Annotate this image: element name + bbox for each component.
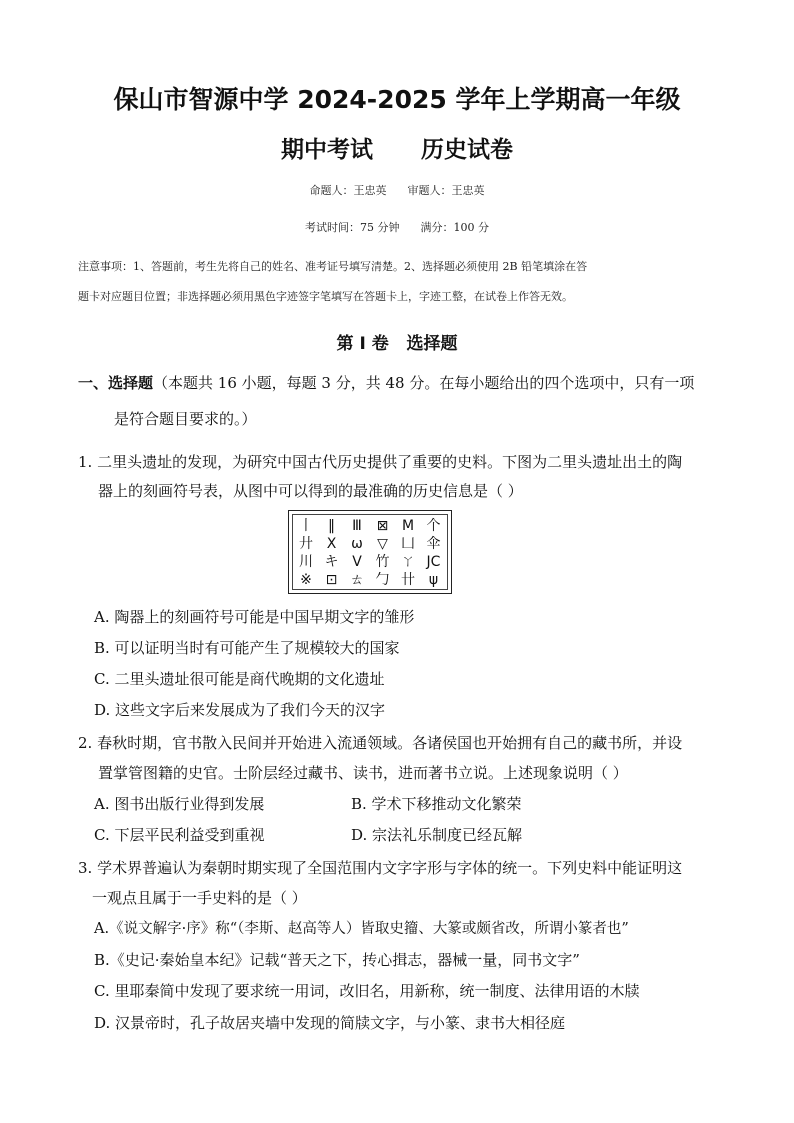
q1-symbol-0-1: ‖ <box>328 518 335 534</box>
q1-symbol-1-5: 伞 <box>426 536 441 552</box>
q2-option-c: C. 下层平民利益受到重视 <box>94 826 265 844</box>
q1-stem-line2: 器上的刻画符号表，从图中可以得到的最准确的历史信息是（ ） <box>98 482 523 500</box>
q1-symbol-2-2: V <box>352 554 362 570</box>
q1-symbol-figure-inner <box>292 514 448 590</box>
q1-option-c: C. 二里头遗址很可能是商代晚期的文化遗址 <box>94 670 385 688</box>
q1-symbol-1-2: ω <box>351 536 363 552</box>
q1-option-b: B. 可以证明当时有可能产生了规模较大的国家 <box>94 639 400 657</box>
q1-option-d: D. 这些文字后来发展成为了我们今天的汉字 <box>94 701 386 719</box>
q1-symbol-1-1: X <box>326 536 337 552</box>
q1-symbol-2-0: 川 <box>299 554 313 570</box>
q1-symbol-0-0: 丨 <box>299 518 313 534</box>
q3-option-c: C. 里耶秦简中发现了要求统一用词，改旧名，用新称，统一制度、法律用语的木牍 <box>94 982 640 1000</box>
q1-symbol-2-4: ㄚ <box>401 554 415 570</box>
notice-line1: 注意事项：1、答题前，考生先将自己的姓名、准考证号填写清楚。2、选择题必须使用 2B 铅笔填涂在答 <box>78 260 588 273</box>
q1-symbol-3-1: ⊡ <box>325 572 338 588</box>
q2-option-b: B. 学术下移推动文化繁荣 <box>351 795 522 813</box>
section-instruction-line2: 是符合题目要求的。） <box>114 410 257 428</box>
q1-symbol-0-4: M <box>401 518 415 534</box>
q2-option-d: D. 宗法礼乐制度已经瓦解 <box>351 826 523 844</box>
q3-option-d: D. 汉景帝时，孔子故居夹墙中发现的简牍文字，与小篆、隶书大相径庭 <box>94 1014 566 1032</box>
q1-symbol-2-5: JC <box>426 554 441 570</box>
q1-symbol-grid <box>293 515 447 589</box>
q2-stem-line1: 2. 春秋时期，官书散入民间并开始进入流通领域。各诸侯国也开始拥有自己的藏书所，并设 <box>78 734 683 752</box>
q1-symbol-0-2: Ⅲ <box>352 518 362 534</box>
q1-symbol-0-3: ⊠ <box>376 518 389 534</box>
exam-title-line2: 期中考试 历史试卷 <box>280 137 514 163</box>
exam-title-line1: 保山市智源中学 2024-2025 学年上学期高一年级 <box>113 85 681 114</box>
q1-symbol-1-3: ▽ <box>377 536 388 552</box>
q1-symbol-3-4: 卄 <box>401 572 415 588</box>
q1-symbol-0-5: 个 <box>426 518 441 534</box>
q1-option-a: A. 陶器上的刻画符号可能是中国早期文字的雏形 <box>94 608 415 626</box>
section-instruction-label: 一、选择题 <box>78 374 154 392</box>
q3-stem-line1: 3. 学术界普遍认为秦朝时期实现了全国范围内文字字形与字体的统一。下列史料中能证明这 <box>78 859 683 877</box>
exam-authors: 命题人：王忠英 审题人：王忠英 <box>309 184 485 197</box>
exam-time-score: 考试时间：75 分钟 满分：100 分 <box>305 221 489 234</box>
q1-symbol-1-0: 廾 <box>299 536 313 552</box>
section-instruction-line1 <box>78 373 694 393</box>
section-instruction-text: （本题共 16 小题，每题 3 分，共 48 分。在每小题给出的四个选项中，只有一项 <box>153 374 695 392</box>
q1-stem-line1: 1. 二里头遗址的发现，为研究中国古代历史提供了重要的史料。下图为二里头遗址出土的陶 <box>78 453 683 471</box>
notice-line2: 题卡对应题目位置；非选择题必须用黑色字迹签字笔填写在答题卡上，字迹工整，在试卷上作答无效。 <box>78 290 573 303</box>
q1-symbol-1-4: 凵 <box>401 536 415 552</box>
q3-option-b: B.《史记·秦始皇本纪》记载“普天之下，抟心揖志，器械一量，同书文字” <box>94 951 580 969</box>
section-title: 第 I 卷 选择题 <box>336 334 458 354</box>
q1-symbol-2-3: 竹 <box>375 554 390 570</box>
q1-symbol-3-2: ㄊ <box>350 572 364 588</box>
q2-stem-line2: 置掌管图籍的史官。士阶层经过藏书、读书，进而著书立说。上述现象说明（ ） <box>98 764 628 782</box>
q3-option-a: A.《说文解字·序》称“（李斯、赵高等人）皆取史籀、大篆或颇省改，所谓小篆者也” <box>94 921 629 937</box>
q1-symbol-figure <box>288 510 452 594</box>
q1-symbol-3-3: 勹 <box>375 572 390 588</box>
q1-symbol-3-5: ψ <box>428 572 439 588</box>
q2-option-a: A. 图书出版行业得到发展 <box>94 795 265 813</box>
q1-symbol-2-1: キ <box>324 554 339 570</box>
q3-stem-line2: 一观点且属于一手史料的是（ ） <box>92 889 307 907</box>
q1-symbol-3-0: ※ <box>300 572 312 588</box>
